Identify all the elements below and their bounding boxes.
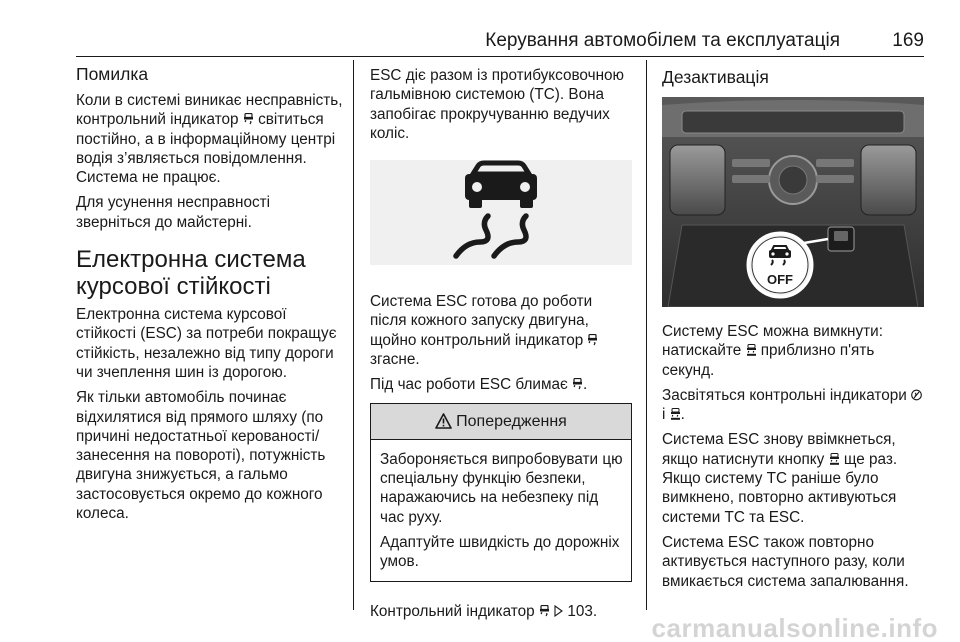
ready-text-b: згасне. — [370, 351, 420, 369]
indicator-reference-paragraph — [370, 602, 632, 621]
error-text-a: Коли в системі виникає несправність, контрольний індикатор — [76, 92, 343, 129]
deact-text-3a: Система ESC знову ввімкнеться, якщо натиснути кнопку — [662, 431, 896, 468]
page-reference-arrow-icon — [554, 605, 563, 617]
header-rule — [76, 56, 924, 57]
error-paragraph-2: Для усунення несправності зверніться до майстерні. — [76, 194, 271, 231]
indicator-page-ref: 103. — [567, 603, 598, 621]
column-1 — [76, 63, 348, 529]
deact-text-2a: Засвітяться контрольні індикатори — [662, 386, 907, 404]
esc-blink-paragraph — [370, 375, 632, 394]
tc-off-indicator-icon — [911, 389, 922, 401]
console-photo — [662, 97, 924, 307]
warning-paragraph-1: Забороняється випробовувати цю спеціальну функцію безпеки, наражаючись на небезпеку під час руху. — [380, 450, 623, 526]
esc-off-button-icon — [746, 344, 757, 356]
car-skid-icon — [370, 160, 632, 265]
warning-triangle-icon — [435, 413, 452, 429]
error-paragraph-1 — [76, 91, 348, 187]
page-header — [0, 0, 960, 56]
blink-text-b: . — [583, 376, 588, 394]
deactivation-heading: Дезактивація — [662, 67, 769, 87]
esc-skid-icon — [572, 378, 583, 390]
center-console-illustration — [662, 97, 924, 307]
esc-paragraph-1: Електронна система курсової стійкості (ESC) за потреби покращує стійкість, незалежно від типу дороги чи зчеплення шин із дорогою. — [76, 306, 337, 381]
column-divider-2 — [646, 60, 647, 610]
column-3 — [662, 66, 924, 597]
esc-skid-icon — [587, 334, 598, 346]
deact-text-2b: і — [662, 406, 666, 424]
esc-section-heading: Електронна система курсової стійкості — [76, 246, 306, 301]
column-2 — [370, 66, 632, 628]
esc-paragraph-2: Як тільки автомобіль починає відхилятися від прямого шляху (по причині недостатньої керованості/занесення на повороті), потужність двигуна знижується, а гальмо застосовується окремо до кожного колеса. — [76, 389, 326, 523]
deact-text-3b: ще раз. Якщо систему TC раніше було вимкнено, повторно активуються системи TC та ESC. — [662, 450, 898, 526]
blink-text-a: Під час роботи ESC блимає — [370, 376, 568, 394]
ready-text-a: Система ESC готова до роботи після кожного запуску двигуна, щойно контрольний індикатор — [370, 293, 593, 349]
watermark: carmanualsonline.info — [651, 613, 938, 642]
deact-text-1b: приблизно п'ять секунд. — [662, 342, 875, 379]
column-divider-1 — [353, 60, 354, 610]
off-button-label: OFF — [767, 272, 793, 287]
deact-text-2c: . — [680, 406, 685, 424]
page-number: 169 — [892, 30, 924, 51]
running-title: Керування автомобілем та експлуатація — [485, 30, 840, 51]
deactivation-paragraph-2 — [662, 386, 924, 425]
deactivation-paragraph-4: Система ESC також повторно активується наступного разу, коли вмикається система запалювання. — [662, 533, 909, 590]
warning-body — [371, 440, 631, 582]
warning-box — [370, 403, 632, 583]
error-heading: Помилка — [76, 64, 149, 84]
deactivation-paragraph-1 — [662, 322, 924, 380]
indicator-text: Контрольний індикатор — [370, 603, 535, 621]
esc-skid-icon — [539, 605, 550, 617]
warning-title: Попередження — [456, 412, 567, 430]
esc-ready-paragraph — [370, 292, 632, 369]
esc-off-button-icon — [829, 453, 840, 465]
error-text-b: світиться постійно, а в інформаційному центрі водія з’являється повідомлення. Система не працює. — [76, 111, 336, 187]
deact-text-1a: Систему ESC можна вимкнути: натискайте — [662, 323, 883, 360]
warning-header — [371, 404, 631, 440]
esc-off-indicator-icon — [670, 408, 681, 420]
esc-skid-icon — [243, 113, 254, 125]
warning-paragraph-2: Адаптуйте швидкість до дорожніх умов. — [380, 533, 620, 571]
esc-indicator-illustration — [370, 160, 632, 265]
esc-intro-paragraph: ESC діє разом із протибуксовочною гальмівною системою (TC). Вона запобігає прокручуванню ведучих коліс. — [370, 67, 625, 142]
deactivation-paragraph-3 — [662, 430, 924, 526]
